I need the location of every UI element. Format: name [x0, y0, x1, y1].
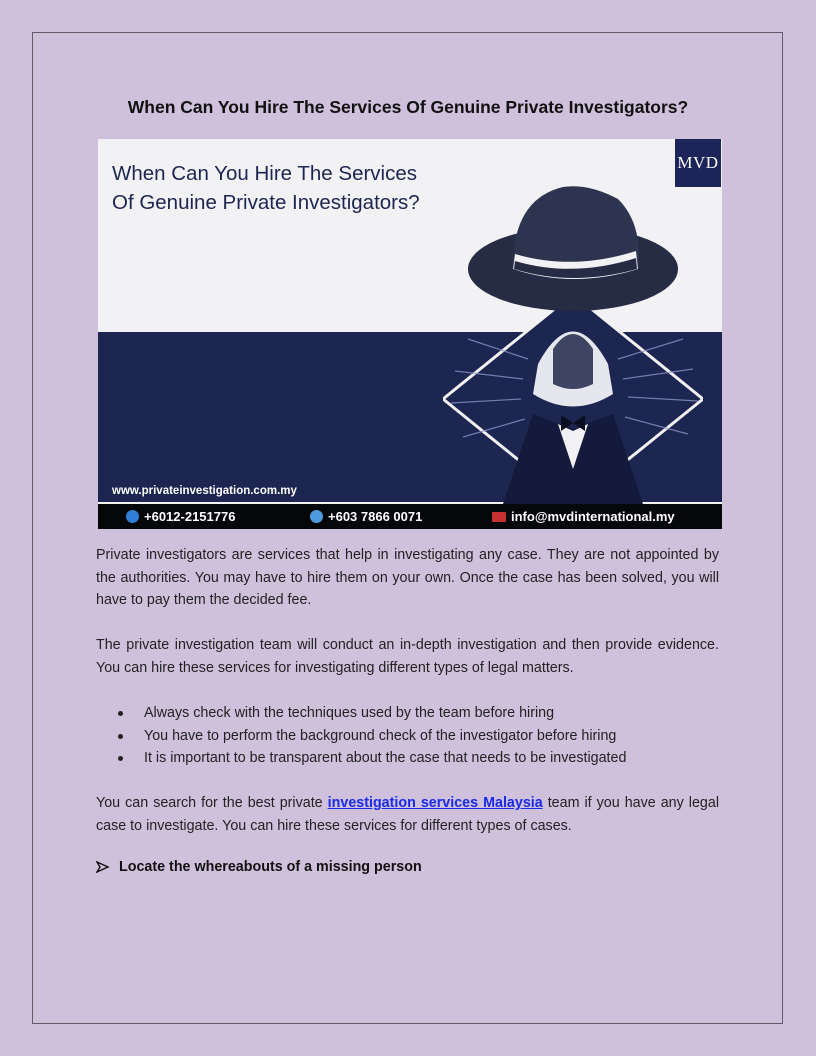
bullet-icon	[118, 711, 123, 716]
paragraph-search	[96, 792, 719, 837]
paragraph-investigation: The private investigation team will conduct an in-depth investigation and then provide evidence. You can hire these services for investigating different types of legal matters.	[96, 637, 719, 676]
paragraph-search-start: You can search for the best private	[96, 795, 328, 811]
banner-image	[98, 139, 722, 529]
mvd-logo: MVD	[675, 139, 721, 187]
website-url: www.privateinvestigation.com.my	[112, 485, 297, 497]
office-contact	[310, 509, 422, 524]
bullet-icon	[118, 756, 123, 761]
document-title: When Can You Hire The Services Of Genuine Private Investigators?	[127, 97, 689, 117]
investigation-services-link[interactable]: investigation services Malaysia	[327, 795, 543, 811]
list-item	[117, 725, 626, 748]
email-address: info@mvdinternational.my	[511, 509, 675, 524]
paragraph-intro: Private investigators are services that help in investigating any case. They are not appointed by the authorities. You may have to hire them on your own. Once the case has been solved, you will have to pay them the decided fee.	[96, 547, 719, 608]
bullet-icon	[118, 734, 123, 739]
detective-illustration-icon	[443, 179, 703, 504]
list-item-text: Always check with the techniques used by the team before hiring	[144, 705, 555, 721]
subheading-missing-person	[96, 859, 422, 875]
contact-bar	[98, 504, 722, 529]
telephone-icon	[310, 510, 323, 523]
arrow-bullet-icon	[96, 861, 110, 873]
office-number: +603 7866 0071	[328, 509, 423, 524]
phone-icon	[126, 510, 139, 523]
list-item-text: You have to perform the background check of the investigator before hiring	[144, 727, 617, 744]
banner-heading-line1: When Can You Hire The Services	[112, 162, 418, 185]
list-item	[117, 747, 626, 770]
mail-icon	[492, 512, 506, 522]
list-item	[117, 702, 626, 725]
banner-heading-line2: Of Genuine Private Investigators?	[112, 191, 420, 214]
subheading-text: Locate the whereabouts of a missing person	[119, 859, 422, 875]
mobile-number: +6012-2151776	[144, 509, 236, 524]
tips-list	[117, 702, 626, 770]
email-contact	[492, 509, 675, 524]
mobile-contact	[126, 509, 235, 524]
list-item-text: It is important to be transparent about the case that needs to be investigated	[144, 750, 627, 766]
paragraph-search-end: team if you have any legal case to investigate. You can hire these services for different types of cases.	[96, 795, 719, 834]
